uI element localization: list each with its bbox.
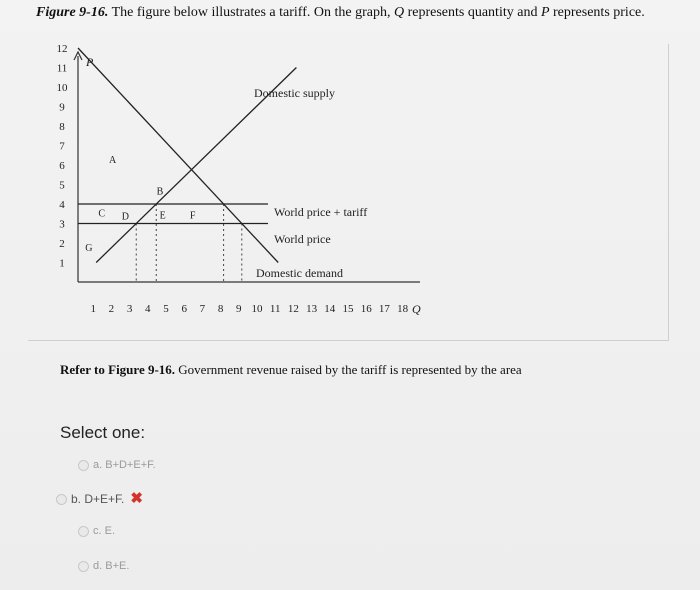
x-tick-label: 14	[324, 303, 336, 315]
x-tick-label: 9	[236, 303, 242, 315]
question-body: Government revenue raised by the tariff is represented by the area	[175, 362, 522, 377]
caption-text-1: The figure below illustrates a tariff. On the graph,	[108, 5, 394, 20]
y-tick-labels	[57, 43, 69, 270]
x-tick-label: 17	[378, 303, 390, 315]
option-b[interactable]	[56, 489, 143, 507]
radio-b[interactable]	[56, 494, 67, 505]
option-a[interactable]	[78, 459, 156, 471]
y-tick-label: 3	[59, 218, 65, 231]
question-text	[60, 362, 680, 378]
x-tick-label: 15	[342, 303, 354, 315]
caption-text-2: represents quantity and	[404, 5, 541, 20]
x-tick-labels	[90, 303, 408, 315]
option-a-label: a. B+D+E+F.	[93, 459, 156, 471]
demand-label: Domestic demand	[256, 266, 343, 280]
area-label-d: D	[121, 211, 129, 223]
y-tick-label: 8	[59, 121, 65, 133]
x-tick-label: 6	[181, 303, 187, 315]
y-tick-label: 4	[59, 199, 65, 211]
select-one-prompt: Select one:	[60, 423, 146, 442]
axes	[74, 52, 420, 282]
world-price-label: World price	[274, 232, 331, 246]
y-tick-label: 10	[56, 82, 68, 94]
x-tick-label: 1	[90, 303, 96, 315]
x-tick-label: 4	[145, 303, 151, 315]
radio-c[interactable]	[78, 526, 89, 537]
x-tick-label: 5	[163, 303, 169, 315]
area-label-c: C	[98, 208, 105, 220]
x-tick-label: 16	[360, 303, 372, 315]
y-tick-label: 2	[59, 238, 65, 250]
curve-labels	[254, 86, 367, 280]
x-tick-label: 12	[287, 303, 299, 315]
x-tick-label: 13	[306, 303, 318, 315]
y-axis-label: P	[86, 55, 94, 69]
area-label-b: B	[156, 186, 164, 198]
radio-d[interactable]	[78, 561, 89, 572]
option-c-label: c. E.	[93, 525, 116, 537]
x-tick-label: 18	[397, 303, 409, 315]
area-label-a: A	[108, 155, 117, 167]
area-label-g: G	[85, 242, 93, 254]
incorrect-icon: ✖	[130, 490, 143, 507]
y-tick-label: 6	[59, 160, 65, 172]
area-label-f: F	[189, 210, 196, 222]
x-tick-label: 7	[199, 303, 206, 315]
q-variable: Q	[393, 5, 405, 20]
y-tick-label: 5	[59, 179, 65, 192]
option-c[interactable]	[78, 525, 115, 537]
x-tick-label: 11	[269, 303, 281, 315]
x-tick-label: 2	[108, 303, 115, 315]
x-tick-label: 3	[126, 303, 133, 315]
x-axis-label: Q	[412, 302, 421, 316]
tariff-label: World price + tariff	[274, 205, 368, 219]
caption-text-3: represents price.	[549, 5, 645, 20]
y-tick-label: 12	[56, 43, 68, 55]
x-tick-label: 10	[251, 303, 263, 315]
x-tick-label: 8	[217, 303, 224, 315]
question-refer: Refer to Figure 9-16.	[60, 362, 176, 377]
option-b-label: b. D+E+F.	[71, 492, 125, 506]
y-tick-label: 9	[59, 101, 65, 114]
area-label-e: E	[159, 210, 166, 222]
radio-a[interactable]	[78, 460, 89, 471]
option-d[interactable]	[78, 560, 129, 572]
option-d-label: d. B+E.	[93, 560, 130, 572]
figure-label: Figure 9-16.	[36, 5, 109, 20]
p-variable: P	[540, 5, 550, 20]
y-tick-label: 1	[59, 257, 65, 270]
supply-label: Domestic supply	[254, 86, 335, 100]
y-tick-label: 7	[59, 140, 65, 153]
y-tick-label: 11	[56, 62, 68, 75]
